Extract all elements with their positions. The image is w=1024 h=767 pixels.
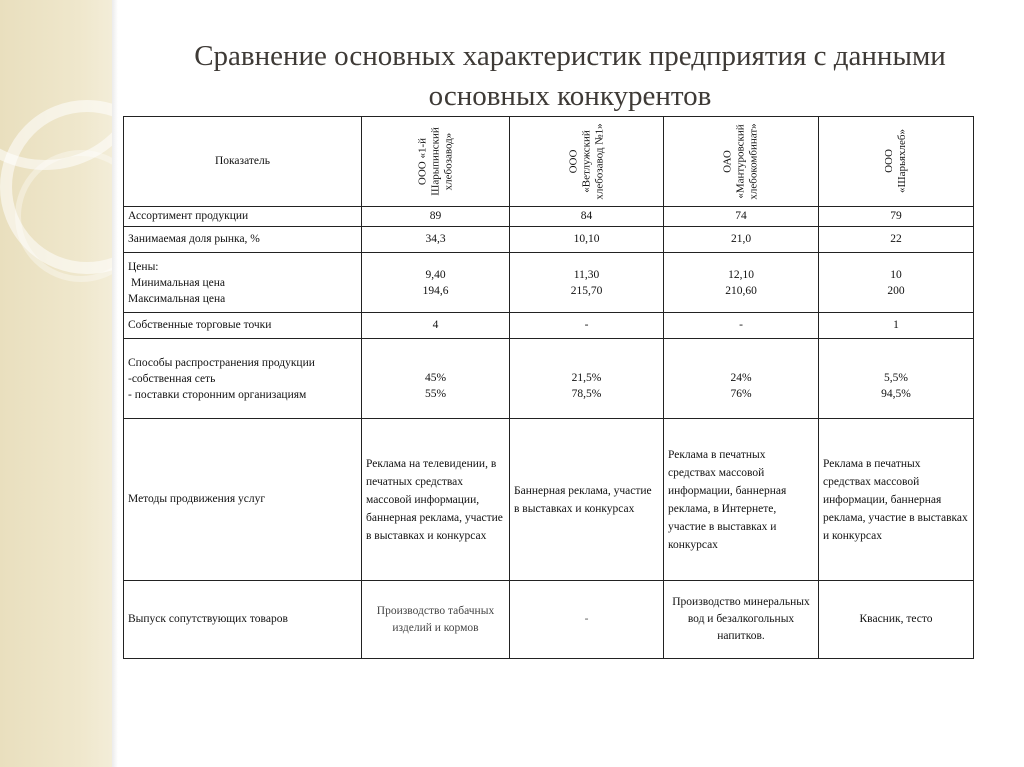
- row-sublabel: Максимальная цена: [128, 292, 226, 305]
- header-company-2: [510, 117, 664, 207]
- cell-value: 55%: [424, 387, 447, 400]
- cell-value: 74: [664, 207, 819, 227]
- table-row: [124, 419, 974, 581]
- row-label: Занимаемая доля рынка, %: [124, 227, 362, 253]
- cell-value: Реклама на телевидении, в печатных средствах массовой информации, баннерная реклама, участие в выставках и конкурсах: [362, 419, 510, 581]
- cell-value: -: [510, 581, 664, 659]
- cell-prices: [362, 253, 510, 313]
- cell-value: 1: [819, 313, 974, 339]
- table-row: [124, 227, 974, 253]
- cell-value: 78,5%: [571, 387, 602, 400]
- cell-value: Баннерная реклама, участие в выставках и конкурсах: [510, 419, 664, 581]
- cell-distribution: [819, 339, 974, 419]
- cell-value: -: [664, 313, 819, 339]
- cell-value: 10: [890, 268, 902, 281]
- cell-distribution: [510, 339, 664, 419]
- cell-value: 210,60: [725, 284, 757, 297]
- cell-value: 76%: [730, 387, 752, 400]
- row-sublabel: - поставки сторонним организациям: [128, 388, 307, 401]
- cell-value: 194,6: [422, 284, 449, 297]
- cell-distribution: [664, 339, 819, 419]
- header-company-1: [362, 117, 510, 207]
- row-label: Собственные торговые точки: [124, 313, 362, 339]
- cell-value: 34,3: [362, 227, 510, 253]
- cell-value: Производство минеральных вод и безалкогольных напитков.: [664, 581, 819, 659]
- cell-value: 89: [362, 207, 510, 227]
- row-label-distribution: [124, 339, 362, 419]
- table-row: [124, 207, 974, 227]
- cell-value: 215,70: [570, 284, 603, 297]
- cell-prices: [819, 253, 974, 313]
- cell-value: 5,5%: [884, 371, 908, 384]
- row-sublabel: Минимальная цена: [131, 276, 226, 289]
- header-indicator: Показатель: [124, 117, 362, 207]
- cell-value: 24%: [730, 371, 752, 384]
- cell-value: -: [510, 313, 664, 339]
- cell-value: 21,0: [664, 227, 819, 253]
- cell-value: 21,5%: [571, 371, 602, 384]
- header-company-3: [664, 117, 819, 207]
- comparison-table: [123, 116, 974, 659]
- cell-value: Реклама в печатных средствах массовой информации, баннерная реклама, участие в выставках и конкурсах: [819, 419, 974, 581]
- cell-prices: [664, 253, 819, 313]
- row-label: Выпуск сопутствующих товаров: [124, 581, 362, 659]
- cell-value: Реклама в печатных средствах массовой информации, баннерная реклама, в Интернете, участие в выставках и конкурсах: [664, 419, 819, 581]
- cell-value: 22: [819, 227, 974, 253]
- cell-distribution: [362, 339, 510, 419]
- row-label-prices: [124, 253, 362, 313]
- header-company-label: ООО «Ветлужский хлебозавод №1»: [567, 122, 605, 200]
- cell-prices: [510, 253, 664, 313]
- cell-value: 94,5%: [881, 387, 911, 400]
- cell-value: 84: [510, 207, 664, 227]
- header-company-label: ООО «Шарьяхлеб»: [883, 128, 908, 194]
- cell-value: 9,40: [425, 268, 446, 281]
- cell-value: 200: [887, 284, 905, 297]
- cell-value: 79: [819, 207, 974, 227]
- table-header-row: [124, 117, 974, 207]
- header-company-label: ОАО «Мантуровский хлебокомбинат»: [721, 122, 760, 200]
- band-edge-shadow: [112, 0, 118, 767]
- cell-value: 11,30: [573, 268, 600, 281]
- row-label: Способы распространения продукции: [128, 356, 315, 369]
- slide-title: Сравнение основных характеристик предприятия с данными основных конкурентов: [194, 40, 946, 112]
- header-company-4: [819, 117, 974, 207]
- row-label: Методы продвижения услуг: [124, 419, 362, 581]
- table-row: [124, 581, 974, 659]
- decorative-side-band: [0, 0, 112, 767]
- cell-value: Квасник, тесто: [819, 581, 974, 659]
- table-row: [124, 253, 974, 313]
- cell-value: 45%: [424, 371, 447, 384]
- cell-value: 4: [362, 313, 510, 339]
- row-label: Цены:: [128, 260, 159, 273]
- cell-value: 10,10: [510, 227, 664, 253]
- table-row: [124, 339, 974, 419]
- cell-value: 12,10: [728, 268, 754, 281]
- table-row: [124, 313, 974, 339]
- row-sublabel: -собственная сеть: [128, 372, 216, 385]
- header-company-label: ООО «1-й Шарыпинский хлебозавод»: [416, 126, 454, 196]
- row-label: Ассортимент продукции: [124, 207, 362, 227]
- cell-value: Производство табачных изделий и кормов: [362, 581, 510, 659]
